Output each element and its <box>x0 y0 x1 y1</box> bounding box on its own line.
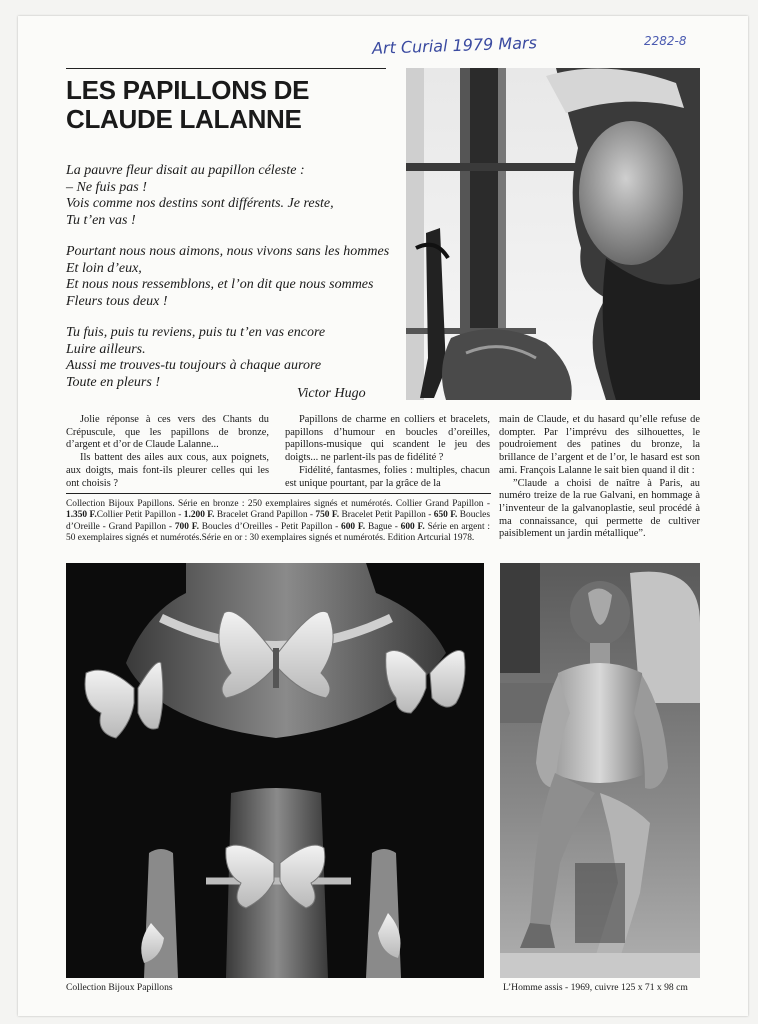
paragraph: Jolie réponse à ces vers des Chants du Crépuscule, que les papillons de bronze, d’argent et d’or de Claude Lalanne... <box>66 414 269 451</box>
price: 700 F. <box>174 521 199 532</box>
jewellery-photo <box>66 563 484 978</box>
article-column-1 <box>66 414 269 490</box>
poem-line: Tu t’en vas ! <box>66 212 136 228</box>
poem-line: La pauvre fleur disait au papillon céleste : <box>66 163 305 178</box>
collection-text: Série en argent : 50 exemplaires signés et numérotés.Série en or : 30 exemplaires signés et numérotés. Edition Artcurial 1978. <box>66 521 490 544</box>
paragraph: Papillons de charme en colliers et bracelets, papillons d’humour en boucles d’oreilles, papillons-musique qui scandent le jeu des doigts... ne parlent-ils pas de fidélité ? <box>285 414 490 464</box>
price: 1.200 F. <box>183 510 215 521</box>
reference-number: 2282-8 <box>644 34 687 48</box>
collection-text: Bracelet Grand Papillon - <box>214 510 316 521</box>
collection-text: Boucles d’Oreilles - Petit Papillon - <box>198 521 342 532</box>
poem <box>66 163 401 406</box>
article-title <box>66 76 396 134</box>
collection-text: Collection Bijoux Papillons. Série en bronze : 250 exemplaires signés et numérotés. Collier Grand Papillon - <box>66 499 490 509</box>
paragraph: main de Claude, et du hasard qu’elle refuse de dompter. Par l’imprévu des silhouettes, le poudroiement des patines du bronze, la brillance de l’argent et de l’or, le hasard est son ami. François Lalanne le sait bien quand il dit : <box>499 414 700 476</box>
collection-text: Collier Petit Papillon - <box>96 510 184 521</box>
collection-text: Bague - <box>365 521 401 532</box>
article-column-2 <box>285 414 490 490</box>
collection-rule <box>66 493 491 494</box>
title-rule <box>66 68 386 69</box>
poem-line: Luire ailleurs. <box>66 341 146 357</box>
poem-line: Vois comme nos destins sont différents. Je reste, <box>66 196 334 211</box>
price: 650 F. <box>433 510 458 521</box>
price: 600 F. <box>341 521 366 532</box>
caption-right: L’Homme assis - 1969, cuivre 125 x 71 x 98 cm <box>503 982 688 993</box>
collection-price-list <box>66 499 490 545</box>
poem-line: Toute en pleurs ! <box>66 374 160 390</box>
article-column-3 <box>499 414 700 541</box>
paragraph: ”Claude a choisi de naître à Paris, au numéro treize de la rue Galvani, en hommage à l’inventeur de la galvanoplastie, seul procédé à ma connaissance, qui permette de cultiver paisiblement un jardin métallique”. <box>499 477 700 540</box>
price: 750 F. <box>315 510 340 521</box>
poem-line: Tu fuis, puis tu reviens, puis tu t’en vas encore <box>66 325 326 340</box>
artist-photo <box>406 68 700 400</box>
poem-stanza <box>66 163 401 229</box>
poem-stanza <box>66 244 401 310</box>
sculpture-photo <box>500 563 700 978</box>
title-line-2: CLAUDE LALANNE <box>66 104 302 134</box>
title-line-1: LES PAPILLONS DE <box>66 75 310 105</box>
poem-stanza <box>66 325 401 391</box>
poem-line: Pourtant nous nous aimons, nous vivons sans les hommes <box>66 244 390 259</box>
paragraph: Fidélité, fantasmes, folies : multiples, chacun est unique pourtant, par la grâce de la <box>285 464 490 489</box>
poem-line: Fleurs tous deux ! <box>66 293 168 309</box>
poem-line: Et nous nous ressemblons, et l’on dit que nous sommes <box>66 277 374 292</box>
paragraph: Ils battent des ailes aux cous, aux poignets, aux doigts, mais font-ils pleurer celles qui les ont choisis ? <box>66 452 269 489</box>
caption-left: Collection Bijoux Papillons <box>66 982 173 993</box>
handwritten-note: Art Curial 1979 Mars <box>371 33 538 58</box>
price: 1.350 F. <box>66 510 97 521</box>
collection-text: Bracelet Petit Papillon - <box>339 510 434 521</box>
poem-author: Victor Hugo <box>297 386 366 401</box>
poem-line: Aussi me trouves-tu toujours à chaque aurore <box>66 358 322 373</box>
poem-line: Et loin d’eux, <box>66 260 142 276</box>
collection-text: Boucles d’Oreille - Grand Papillon - <box>66 510 490 532</box>
poem-line: – Ne fuis pas ! <box>66 179 147 195</box>
price: 600 F. <box>400 521 425 532</box>
